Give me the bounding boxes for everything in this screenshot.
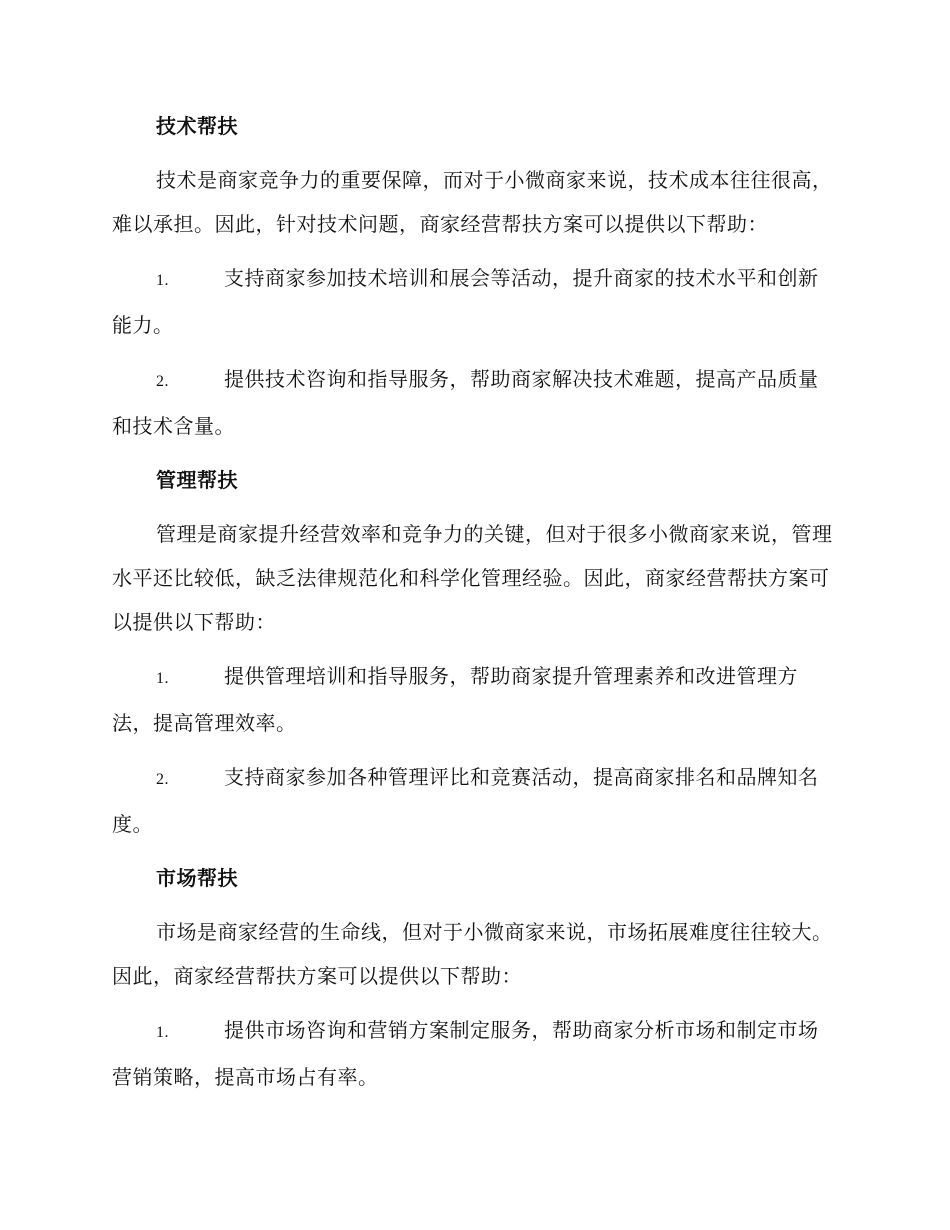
section-intro: 技术是商家竞争力的重要保障，而对于小微商家来说，技术成本往往很高，难以承担。因此，针对技术问题，商家经营帮扶方案可以提供以下帮助： [112, 168, 833, 236]
list-item [112, 256, 836, 347]
list-item [112, 357, 836, 448]
list-item-text: 支持商家参加各种管理评比和竞赛活动，提高商家排名和品牌知名度。 [112, 765, 819, 836]
section-market-support [112, 856, 836, 1099]
list-item-number: 1. [156, 670, 169, 687]
section-intro: 市场是商家经营的生命线，但对于小微商家来说，市场拓展难度往往较大。因此，商家经营帮扶方案可以提供以下帮助： [112, 920, 833, 988]
section-intro: 管理是商家提升经营效率和竞争力的关键，但对于很多小微商家来说，管理水平还比较低，缺乏法律规范化和科学化管理经验。因此，商家经营帮扶方案可以提供以下帮助： [112, 522, 833, 634]
section-heading: 管理帮扶 [156, 468, 238, 492]
list-item-text: 提供管理培训和指导服务，帮助商家提升管理素养和改进管理方法，提高管理效率。 [112, 664, 798, 735]
document-page [112, 104, 836, 1099]
list-item [112, 1008, 836, 1099]
list-item-text: 支持商家参加技术培训和展会等活动，提升商家的技术水平和创新能力。 [112, 266, 819, 337]
list-item-text: 提供技术咨询和指导服务，帮助商家解决技术难题，提高产品质量和技术含量。 [112, 367, 819, 438]
list-item-number: 1. [156, 272, 169, 289]
section-heading: 市场帮扶 [156, 866, 238, 890]
list-item [112, 654, 836, 745]
list-item [112, 755, 836, 846]
list-item-number: 2. [156, 373, 169, 390]
list-item-number: 2. [156, 771, 169, 788]
list-item-number: 1. [156, 1024, 169, 1041]
section-tech-support [112, 104, 836, 448]
section-heading: 技术帮扶 [156, 114, 238, 138]
list-item-text: 提供市场咨询和营销方案制定服务，帮助商家分析市场和制定市场营销策略，提高市场占有率。 [112, 1018, 819, 1089]
section-management-support [112, 458, 836, 846]
